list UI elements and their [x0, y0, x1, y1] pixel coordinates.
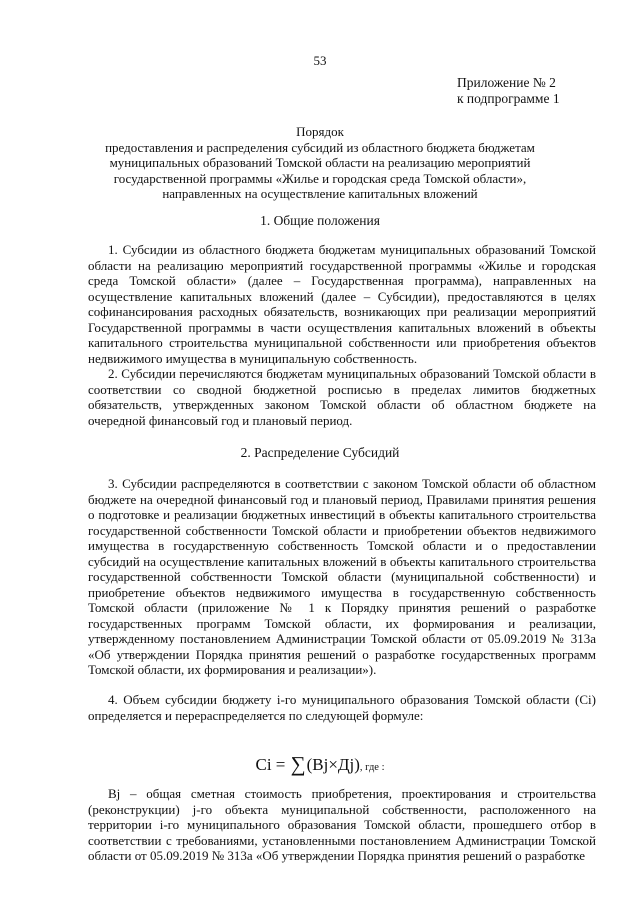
document-heading [0, 124, 640, 202]
paragraph-5 [88, 786, 596, 864]
page-number: 53 [313, 53, 327, 68]
heading-line-1: предоставления и распределения субсидий из областного бюджета бюджетам [105, 139, 535, 155]
paragraph-3-text: 3. Субсидии распределяются в соответствии с законом Томской области об областном бюджете на очередной финансовый год и плановый период, Правилами принятия решения о подготовке и реализации бюджетных инвестиций в объекты капитального строительства государственной собственности Томской области и приобретении объектов недвижимого имущества в государственную собственность Томской области и о предоставлении субсидий на осуществление капитальных вложений в объекты капитального строительства государственной собственности Томской области (муниципальной собственности) и приобретение объектов недвижимого имущества в государственную собственность Томской области (приложение № 1 к Порядку принятия решений о разработке государственных программ Томской области, их формирования и реализации, утвержденному постановлением Администрации Томской области от 05.09.2019 № 313а «Об утверждении Порядка принятия решений о разработке государственных программ Томской области, их формирования и реализации»). [88, 476, 596, 677]
formula-left: Ci = [255, 755, 290, 774]
heading-line-2: муниципальных образований Томской области на реализацию мероприятий [109, 155, 531, 170]
paragraph-2 [88, 366, 596, 428]
formula-body: (Bj×Дj) [306, 755, 360, 774]
paragraph-4-text: 4. Объем субсидии бюджету i-го муниципального образования Томской области (Ci) определяется и перераспределяется по следующей формуле: [88, 692, 596, 723]
paragraph-3 [88, 476, 596, 678]
sum-symbol: ∑ [290, 752, 306, 776]
document-title: Порядок [296, 124, 344, 139]
appendix-reference [457, 75, 560, 107]
formula-tail: , где : [359, 762, 385, 773]
subsidy-formula [0, 752, 640, 779]
appendix-line-2: к подпрограмме 1 [457, 91, 560, 106]
heading-line-3: государственной программы «Жилье и городская среда Томской области», [113, 170, 527, 186]
appendix-line-1: Приложение № 2 [457, 75, 556, 90]
paragraph-5-text: Bj – общая сметная стоимость приобретения, проектирования и строительства (реконструкции) j-го объекта муниципальной собственности, расположенного на территории i-го муниципального образования Томской области, прошедшего отбор в соответствии с требованиями, установленными постановлением Администрации Томской области от 05.09.2019 № 313а «Об утверждении Порядка принятия решений о разработке [88, 786, 596, 863]
paragraph-4 [88, 692, 596, 723]
section-2-title: 2. Распределение Субсидий [240, 445, 400, 460]
paragraph-2-text: 2. Субсидии перечисляются бюджетам муниципальных образований Томской области в соответствии со сводной бюджетной росписью в пределах лимитов бюджетных обязательств, утвержденных законом Томской области об областном бюджете на очередной финансовый год и плановый период. [88, 366, 596, 428]
section-1-title: 1. Общие положения [260, 213, 380, 228]
heading-line-4: направленных на осуществление капитальных вложений [162, 186, 478, 201]
paragraph-1-text: 1. Субсидии из областного бюджета бюджетам муниципальных образований Томской области на реализацию мероприятий государственной программы «Жилье и городская среда Томской области» (далее – Государственная программа), направленных на осуществление капитальных вложений (далее – Субсидии), предоставляются в целях софинансирования расходных обязательств, возникающих при реализации мероприятий Государственной программы в части осуществления капитальных вложений в объекты капитального строительства муниципальной собственности или приобретения объектов недвижимого имущества в муниципальную собственность. [88, 242, 596, 366]
paragraph-1 [88, 242, 596, 366]
